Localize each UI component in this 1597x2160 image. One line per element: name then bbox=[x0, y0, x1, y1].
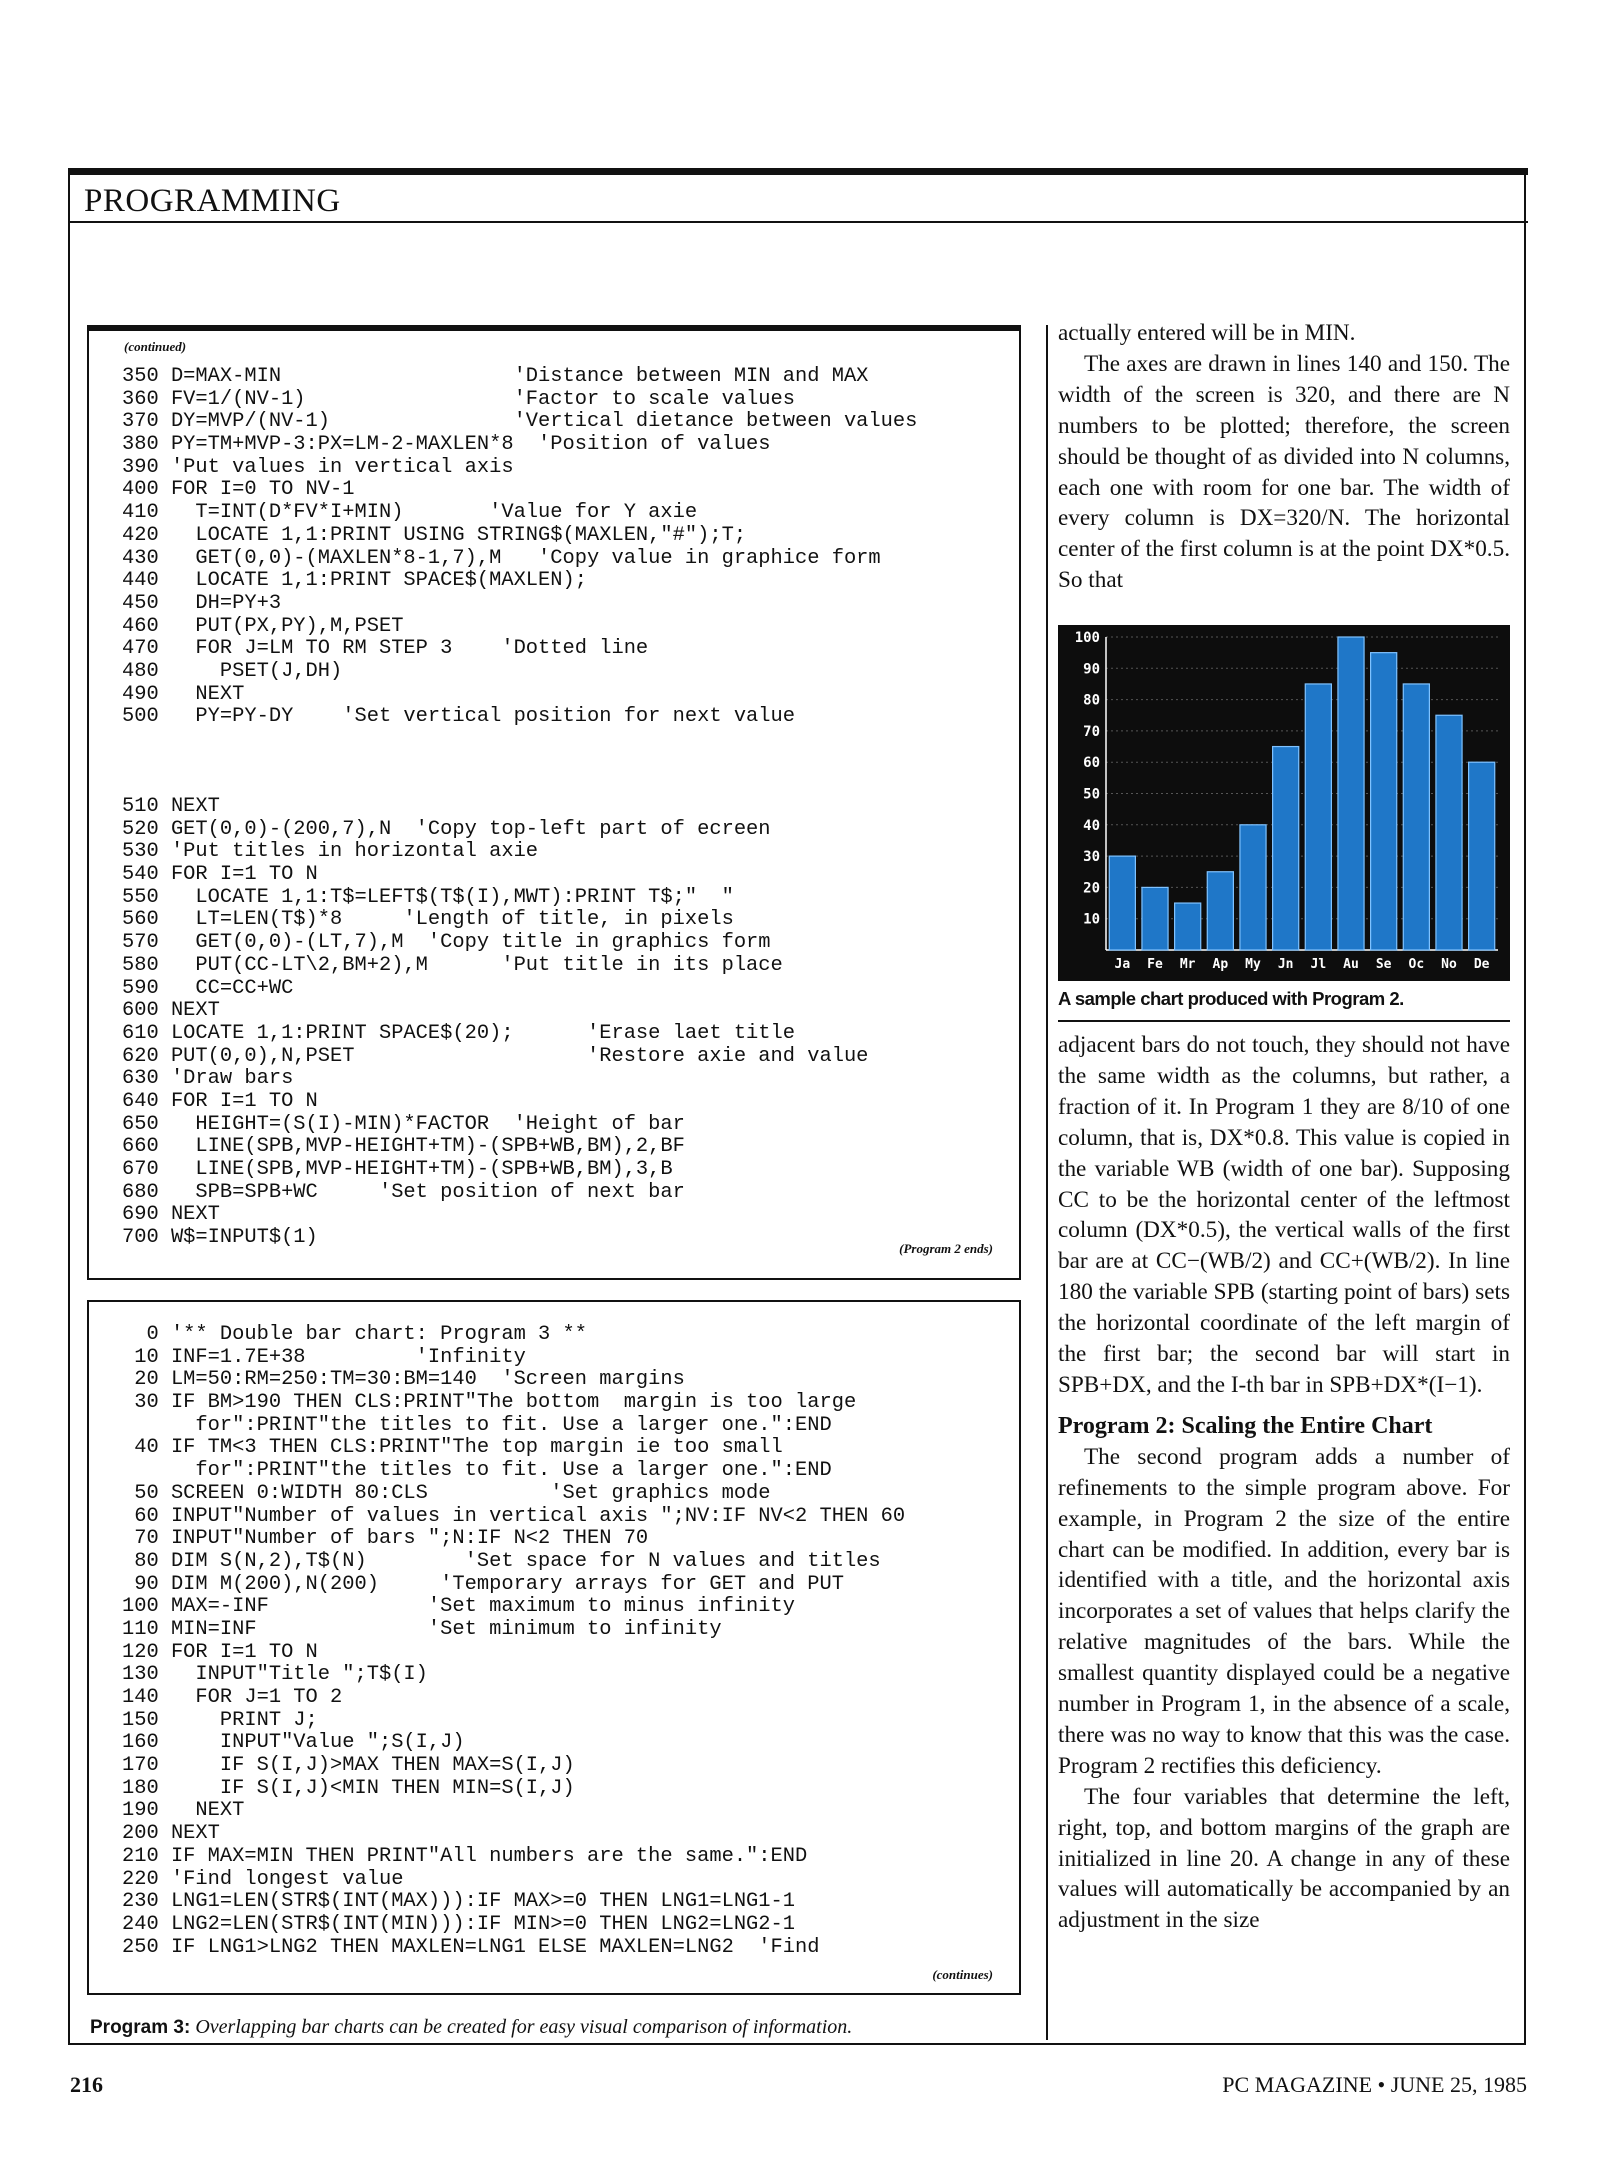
code-line: 590 CC=CC+WC bbox=[122, 976, 294, 1000]
y-tick-label: 20 bbox=[1083, 880, 1100, 897]
code-line: 490 NEXT bbox=[122, 682, 245, 706]
y-tick-label: 70 bbox=[1083, 723, 1100, 740]
code-line: 240 LNG2=LEN(STR$(INT(MIN))):IF MIN>=0 THEN LNG2=LNG2-1 bbox=[122, 1912, 796, 1936]
x-tick-label: Fe bbox=[1147, 957, 1163, 972]
column-divider bbox=[1046, 325, 1048, 2040]
code-line: 370 DY=MVP/(NV-1) 'Vertical dietance between values bbox=[122, 410, 918, 434]
code-line: 20 LM=50:RM=250:TM=30:BM=140 'Screen margins bbox=[122, 1368, 685, 1392]
x-tick-label: Mr bbox=[1179, 957, 1196, 972]
code-line: 650 HEIGHT=(S(I)-MIN)*FACTOR 'Height of bar bbox=[122, 1112, 685, 1136]
code-line: 100 MAX=-INF 'Set maximum to minus infinity bbox=[122, 1595, 796, 1619]
code-line: 670 LINE(SPB,MVP-HEIGHT+TM)-(SPB+WB,BM),3,B bbox=[122, 1158, 673, 1181]
section-header bbox=[68, 175, 1528, 223]
code-line: 390 'Put values in vertical axis bbox=[122, 455, 514, 479]
y-tick-label: 100 bbox=[1074, 630, 1100, 646]
code-line: 540 FOR I=1 TO N bbox=[122, 863, 318, 887]
code-line: 550 LOCATE 1,1:T$=LEFT$(T$(I),MWT):PRINT T$;" " bbox=[122, 885, 734, 909]
program-3-caption-text: Overlapping bar charts can be created for easy visual comparison of information. bbox=[190, 2016, 853, 2038]
chart-bar bbox=[1469, 762, 1495, 950]
code-line: 440 LOCATE 1,1:PRINT SPACE$(MAXLEN); bbox=[122, 569, 587, 593]
y-tick-label: 50 bbox=[1083, 786, 1100, 803]
page-number: 216 bbox=[70, 2072, 103, 2097]
x-tick-label: Se bbox=[1375, 957, 1392, 972]
chart-bar bbox=[1305, 684, 1331, 950]
program-3-continues-label: (continues) bbox=[932, 1967, 993, 1982]
code-line: 640 FOR I=1 TO N bbox=[122, 1089, 318, 1113]
code-line: 10 INF=1.7E+38 'Infinity bbox=[122, 1345, 526, 1369]
paragraph: The axes are drawn in lines 140 and 150. The width of the screen is 320, and there are N numbers to be plotted; therefore, the screen should be thought of as divided into N columns, each one with room for one bar. The width of every column is DX=320/N. The horizontal center of the first column is at the point DX*0.5. So that bbox=[1058, 350, 1510, 594]
x-tick-label: De bbox=[1473, 957, 1490, 972]
paragraph: The second program adds a number of refinements to the simple program above. For example, in Program 2 the size of the entire chart can be modified. In addition, every bar is identified with a title, and the horizontal axis incorporates a set of values that helps clarify the relative magnitudes of the bars. While the smallest quantity displayed could be a negative number in Program 1, in the absence of a scale, there was no way to know that this was the case. Program 2 rectifies this deficiency. bbox=[1058, 1443, 1510, 1779]
code-line: 700 W$=INPUT$(1) bbox=[122, 1226, 318, 1250]
code-line: 530 'Put titles in horizontal axie bbox=[122, 840, 539, 864]
code-line: 510 NEXT bbox=[122, 795, 220, 818]
program-3-listing-box bbox=[87, 1300, 1021, 1995]
code-line: 40 IF TM<3 THEN CLS:PRINT"The top margin ie too small bbox=[122, 1436, 783, 1460]
code-line: 220 'Find longest value bbox=[122, 1867, 404, 1891]
code-line: 410 T=INT(D*FV*I+MIN) 'Value for Y axie bbox=[122, 501, 698, 525]
x-tick-label: Oc bbox=[1408, 957, 1425, 972]
paragraph: actually entered will be in MIN. bbox=[1058, 320, 1356, 346]
paragraph: adjacent bars do not touch, they should not have the same width as the columns, but rather, a fraction of it. In Program 1 they are 8/10 of one column, that is, DX*0.8. This value is copied in the variable WB (width of one bar). Supposing CC to be the horizontal center of the leftmost column (DX*0.5), the vertical walls of the first bar are at CC−(WB/2) and CC+(WB/2). In line 180 the variable SPB (starting point of bars) sets the horizontal coordinate of the left margin of the first bar; the second bar will start in SPB+DX, and the I-th bar in SPB+DX*(I−1). bbox=[1058, 1032, 1510, 1398]
y-tick-label: 80 bbox=[1083, 692, 1100, 709]
code-line: 580 PUT(CC-LT\2,BM+2),M 'Put title in its place bbox=[122, 953, 783, 977]
code-line: 420 LOCATE 1,1:PRINT USING STRING$(MAXLEN,"#");T; bbox=[122, 523, 747, 547]
code-line: 110 MIN=INF 'Set minimum to infinity bbox=[122, 1617, 722, 1641]
chart-bar bbox=[1109, 856, 1135, 950]
code-line: 210 IF MAX=MIN THEN PRINT"All numbers are the same.":END bbox=[122, 1844, 808, 1868]
code-line: for":PRINT"the titles to fit. Use a larger one.":END bbox=[122, 1459, 832, 1483]
paragraph: The four variables that determine the left, right, top, and bottom margins of the graph are initialized in line 20. A change in any of these values will automatically be accompanied by an adjustment in the size bbox=[1058, 1783, 1510, 1934]
code-line: 500 PY=PY-DY 'Set vertical position for next value bbox=[122, 705, 796, 729]
code-line: 120 FOR I=1 TO N bbox=[122, 1640, 318, 1664]
code-line: 690 NEXT bbox=[122, 1203, 220, 1227]
article-text-bottom bbox=[1058, 1030, 1510, 1936]
code-line: 50 SCREEN 0:WIDTH 80:CLS 'Set graphics mode bbox=[122, 1481, 771, 1505]
code-line: 600 NEXT bbox=[122, 999, 220, 1023]
chart-bar bbox=[1273, 747, 1299, 950]
chart-bar bbox=[1240, 825, 1266, 950]
code-line: 150 PRINT J; bbox=[122, 1708, 318, 1732]
program-2-code-part-1 bbox=[122, 366, 917, 729]
y-tick-label: 10 bbox=[1083, 911, 1100, 928]
code-line: for":PRINT"the titles to fit. Use a larger one.":END bbox=[122, 1413, 832, 1437]
x-tick-label: Ja bbox=[1114, 957, 1131, 972]
code-line: 470 FOR J=LM TO RM STEP 3 'Dotted line bbox=[122, 637, 649, 661]
code-line: 90 DIM M(200),N(200) 'Temporary arrays for GET and PUT bbox=[122, 1572, 844, 1596]
section-title: PROGRAMMING bbox=[84, 183, 341, 219]
chart-bar bbox=[1207, 872, 1233, 950]
program-2-code-part-2 bbox=[122, 796, 868, 1250]
subheading: Program 2: Scaling the Entire Chart bbox=[1058, 1412, 1433, 1439]
code-line: 380 PY=TM+MVP-3:PX=LM-2-MAXLEN*8 'Position of values bbox=[122, 433, 771, 457]
article-text-top bbox=[1058, 318, 1510, 596]
y-tick-label: 40 bbox=[1083, 817, 1100, 834]
code-line: 660 LINE(SPB,MVP-HEIGHT+TM)-(SPB+WB,BM),2,BF bbox=[122, 1135, 685, 1159]
chart-bar bbox=[1403, 684, 1429, 950]
chart-bar bbox=[1338, 637, 1364, 950]
chart-caption-rule bbox=[1058, 1020, 1510, 1022]
bar-chart-svg bbox=[1058, 625, 1510, 981]
chart-bar bbox=[1436, 715, 1462, 950]
chart-bar bbox=[1175, 903, 1201, 950]
code-line: 180 IF S(I,J)<MIN THEN MIN=S(I,J) bbox=[122, 1776, 575, 1800]
top-rule bbox=[68, 168, 1528, 175]
y-tick-label: 60 bbox=[1083, 755, 1100, 772]
program-2-ends-label: (Program 2 ends) bbox=[899, 1241, 993, 1256]
code-line: 200 NEXT bbox=[122, 1822, 220, 1846]
x-tick-label: Au bbox=[1343, 957, 1359, 972]
publication-footer: PC MAGAZINE • JUNE 25, 1985 bbox=[1222, 2072, 1527, 2097]
code-line: 450 DH=PY+3 bbox=[122, 591, 282, 615]
code-line: 350 D=MAX-MIN 'Distance between MIN and MAX bbox=[122, 365, 869, 388]
code-line: 160 INPUT"Value ";S(I,J) bbox=[122, 1731, 465, 1755]
code-line: 140 FOR J=1 TO 2 bbox=[122, 1686, 343, 1709]
x-tick-label: No bbox=[1441, 957, 1457, 972]
code-line: 630 'Draw bars bbox=[122, 1067, 294, 1091]
continued-label: (continued) bbox=[124, 339, 187, 354]
x-tick-label: Ap bbox=[1212, 957, 1229, 972]
x-tick-label: Jl bbox=[1310, 957, 1327, 972]
code-line: 620 PUT(0,0),N,PSET 'Restore axie and value bbox=[122, 1044, 869, 1068]
chart-bar bbox=[1371, 653, 1397, 950]
code-line: 70 INPUT"Number of bars ";N:IF N<2 THEN 70 bbox=[122, 1527, 649, 1551]
program-2-listing-box bbox=[87, 325, 1021, 1280]
code-line: 610 LOCATE 1,1:PRINT SPACE$(20); 'Erase laet title bbox=[122, 1021, 796, 1045]
code-line: 30 IF BM>190 THEN CLS:PRINT"The bottom margin is too large bbox=[122, 1391, 857, 1415]
sample-bar-chart bbox=[1058, 625, 1510, 981]
code-line: 560 LT=LEN(T$)*8 'Length of title, in pixels bbox=[122, 908, 734, 932]
x-tick-label: My bbox=[1245, 957, 1261, 972]
code-line: 80 DIM S(N,2),T$(N) 'Set space for N values and titles bbox=[122, 1549, 881, 1573]
program-3-caption-label: Program 3: bbox=[90, 2017, 191, 2038]
y-tick-label: 90 bbox=[1083, 661, 1100, 678]
code-line: 0 '** Double bar chart: Program 3 ** bbox=[122, 1323, 587, 1346]
code-line: 570 GET(0,0)-(LT,7),M 'Copy title in graphics form bbox=[122, 931, 771, 955]
chart-caption: A sample chart produced with Program 2. bbox=[1058, 988, 1404, 1009]
code-line: 230 LNG1=LEN(STR$(INT(MAX))):IF MAX>=0 THEN LNG1=LNG1-1 bbox=[122, 1890, 796, 1914]
code-line: 60 INPUT"Number of values in vertical axis ";NV:IF NV<2 THEN 60 bbox=[122, 1504, 906, 1528]
x-tick-label: Jn bbox=[1277, 957, 1294, 972]
code-line: 190 NEXT bbox=[122, 1799, 245, 1823]
y-tick-label: 30 bbox=[1083, 849, 1100, 866]
code-line: 460 PUT(PX,PY),M,PSET bbox=[122, 614, 404, 638]
code-line: 480 PSET(J,DH) bbox=[122, 659, 343, 683]
program-3-code bbox=[122, 1324, 905, 1959]
code-line: 170 IF S(I,J)>MAX THEN MAX=S(I,J) bbox=[122, 1754, 575, 1778]
code-line: 400 FOR I=0 TO NV-1 bbox=[122, 478, 355, 502]
code-line: 680 SPB=SPB+WC 'Set position of next bar bbox=[122, 1180, 685, 1204]
program-3-caption bbox=[90, 2016, 852, 2039]
code-line: 130 INPUT"Title ";T$(I) bbox=[122, 1663, 428, 1687]
chart-bar bbox=[1142, 887, 1168, 950]
code-line: 360 FV=1/(NV-1) 'Factor to scale values bbox=[122, 387, 796, 411]
code-line: 520 GET(0,0)-(200,7),N 'Copy top-left part of ecreen bbox=[122, 817, 771, 841]
code-line: 250 IF LNG1>LNG2 THEN MAXLEN=LNG1 ELSE MAXLEN=LNG2 'Find bbox=[122, 1935, 820, 1959]
code-line: 430 GET(0,0)-(MAXLEN*8-1,7),M 'Copy value in graphice form bbox=[122, 546, 881, 570]
